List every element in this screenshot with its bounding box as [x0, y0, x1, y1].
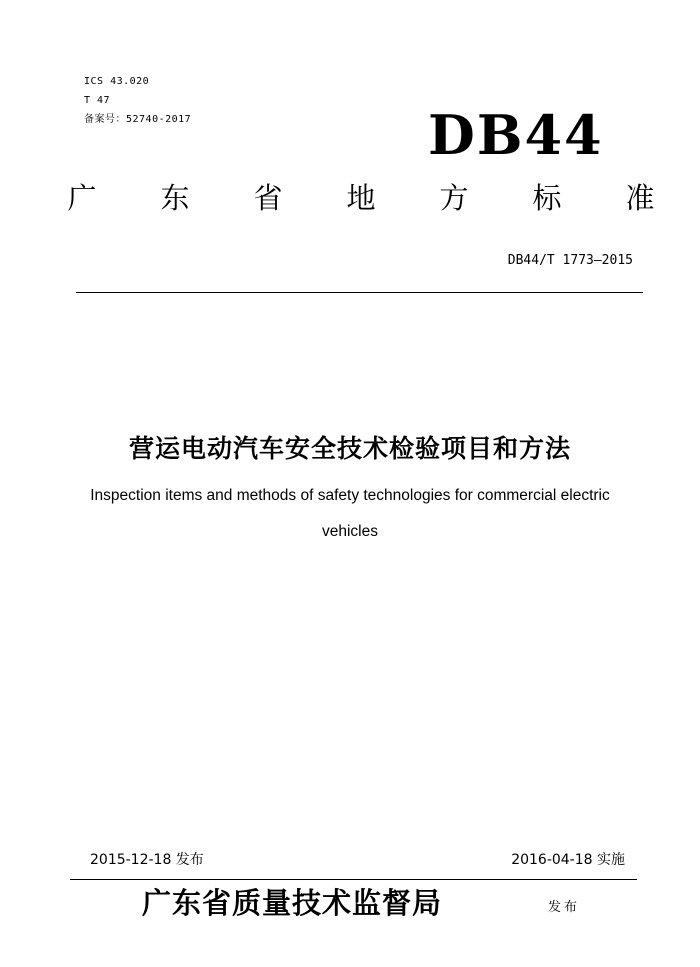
- issuing-authority: 广东省质量技术监督局: [142, 886, 443, 920]
- standard-type-char: 广: [67, 181, 97, 215]
- standard-type-heading: [66, 181, 656, 215]
- english-title-line-1: Inspection items and methods of safety technologies for commercial electric: [90, 487, 610, 504]
- filing-number: 备案号：52740-2017: [84, 114, 192, 125]
- standard-type-char: 标: [532, 181, 562, 215]
- chinese-title: 营运电动汽车安全技术检验项目和方法: [128, 434, 571, 463]
- standard-type-char: 准: [625, 181, 655, 215]
- standard-number: DB44/T 1773—2015: [507, 253, 633, 268]
- ics-code: ICS 43.020: [84, 76, 150, 87]
- standard-type-char: 地: [346, 181, 376, 215]
- db44-logo: DB44: [428, 103, 604, 167]
- standard-type-char: 方: [439, 181, 469, 215]
- standard-type-char: 省: [253, 181, 283, 215]
- classification-code: T 47: [84, 95, 111, 106]
- english-title-line-2: vehicles: [322, 523, 378, 540]
- issued-label: 发布: [548, 900, 581, 915]
- standard-type-char: 东: [160, 181, 190, 215]
- header-divider: [76, 292, 643, 293]
- footer-divider: [70, 879, 637, 880]
- implement-date: 2016-04-18 实施: [511, 852, 625, 868]
- publish-date: 2015-12-18 发布: [90, 852, 204, 868]
